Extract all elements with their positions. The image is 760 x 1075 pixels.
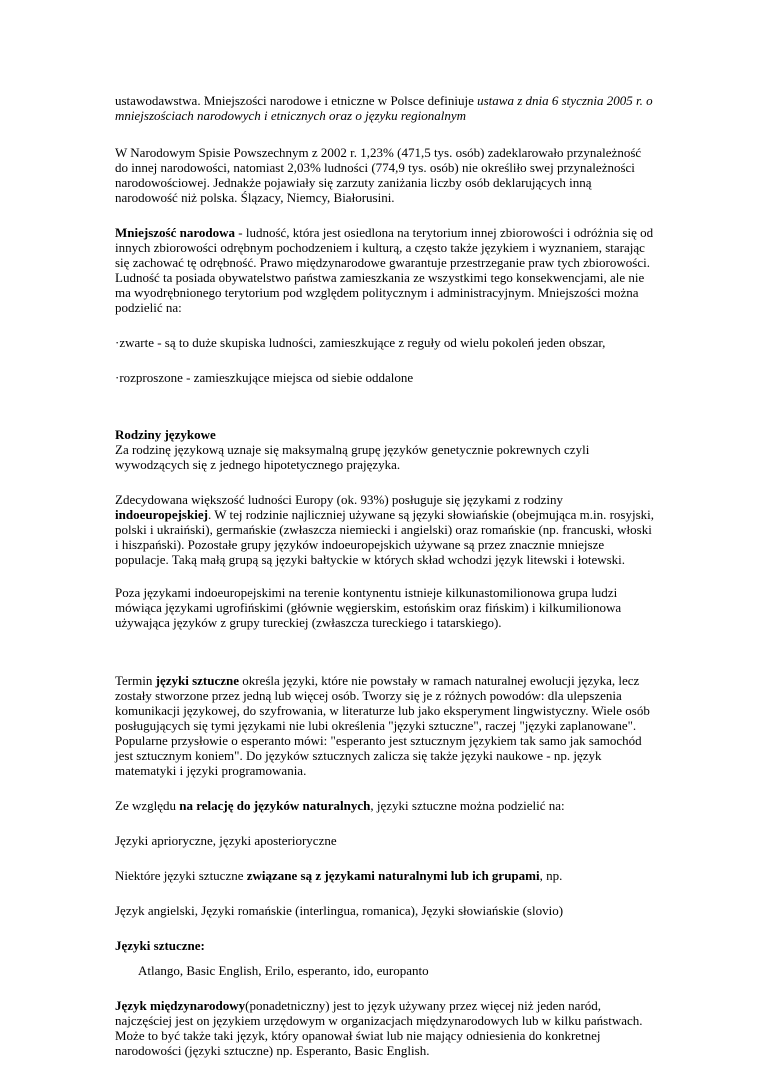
related-languages-paragraph [115,868,655,883]
language-families-section [115,427,655,472]
other-languages-paragraph: Poza językami indoeuropejskimi na terenie kontynentu istnieje kilkunastomilionowa grupa ludzi mówiąca językami ugrofińskimi (głównie węgierskim, estońskim oraz fińskim) i kilkumilionowa używająca języków z grupy tureckiej (zwłaszcza tureckiego i tatarskiego). [115,585,622,630]
international-language-definition: (ponadetniczny) jest to język używany przez więcej niż jeden naród, najczęściej jest on językiem urzędowym w organizacjach międzynarodowych lub w kilku państwach. Może to być także taki język, który opanował świat lub nie mający odniesienia do konkretnej narodowości (języki sztuczne) np. Esperanto, Basic English. [115,998,643,1058]
national-minority-paragraph [115,225,655,315]
indoeuropean-term: indoeuropejskiej [115,507,208,522]
natural-relation-paragraph [115,798,655,813]
indoeuropean-text-start: Zdecydowana większość ludności Europy (ok. 93%) posługuje się językami z rodziny [115,492,564,507]
census-paragraph: W Narodowym Spisie Powszechnym z 2002 r. 1,23% (471,5 tys. osób) zadeklarowało przynależność do innej narodowości, natomiast 2,03% ludności (774,9 tys. osób) nie określiło swej przynależności narodowościowej. Jednakże pojawiały się zarzuty zaniżania liczby osób deklarujących inną narodowość niż polska. Ślązacy, Niemcy, Białorusini. [115,145,642,205]
related-languages-term: związane są z językami naturalnymi lub ich grupami [246,868,540,883]
artificial-text-end: określa języki, które nie powstały w ramach naturalnej ewolucji języka, lecz zostały stworzone przez jedną lub więcej osób. Tworzy się je z różnych powodów: dla ulepszenia komunikacji językowej, do szyfrowania, w literaturze lub jako eksperyment lingwistyczny. Wiele osób posługujących się tymi językami nie lubi określenia "języki sztuczne", raczej "języki zaplanowane". Popularne przysłowie o esperanto mówi: "esperanto jest sztucznym językiem tak samo jak samochód jest sztucznym koniem". Do języków sztucznych zalicza się także języki naukowe - np. język matematyki i języki programowania. [115,673,650,778]
document-body [115,93,655,1058]
indoeuropean-paragraph [115,492,655,567]
artificial-languages-list: Atlango, Basic English, Erilo, esperanto, ido, europanto [138,963,429,978]
language-families-definition: Za rodzinę językową uznaje się maksymalną grupę języków genetycznie pokrewnych czyli wywodzących się z jednego hipotetycznego prajęzyka. [115,442,590,472]
artificial-languages-term: języki sztuczne [155,673,239,688]
artificial-text-start: Termin [115,673,156,688]
dispersed-minorities-item: ·rozproszone - zamieszkujące miejsca od siebie oddalone [115,370,414,385]
national-minority-term: Mniejszość narodowa [115,225,236,240]
compact-minorities-item: ·zwarte - są to duże skupiska ludności, zamieszkujące z reguły od wielu pokoleń jeden obszar, [115,335,606,350]
intro-text: ustawodawstwa. Mniejszości narodowe i etniczne w Polsce definiuje [115,93,478,108]
national-minority-definition: - ludność, która jest osiedlona na terytorium innej zbiorowości i odróżnia się od innych zbiorowości odrębnym pochodzeniem i kulturą, a często także językiem i wyznaniem, starając się zachować tę odrębność. Prawo międzynarodowe gwarantuje przestrzeganie praw tych zbiorowości. Ludność ta posiada obywatelstwo państwa zamieszkania ze wszystkimi tego konsekwencjami, ale nie ma wyodrębnionego terytorium pod względem politycznym i administracyjnym. Mniejszości można podzielić na: [115,225,654,315]
artificial-list-heading-text: Języki sztuczne: [115,938,205,953]
intro-paragraph [115,93,655,123]
natural-relation-term: na relację do języków naturalnych [179,798,371,813]
apriori-aposteriori-line: Języki aprioryczne, języki aposterioryczne [115,833,337,848]
intro-act-title: ustawa z dnia 6 stycznia 2005 r. o mniejszościach narodowych i etnicznych oraz o języku regionalnym [115,93,653,123]
language-families-heading: Rodziny językowe [115,427,216,442]
related-text-start: Niektóre języki sztuczne [115,868,247,883]
artificial-languages-paragraph [115,673,655,778]
international-language-paragraph [115,998,655,1058]
artificial-list-heading [115,938,655,953]
indoeuropean-text-end: . W tej rodzinie najliczniej używane są języki słowiańskie (obejmująca m.in. rosyjski, polski i ukraiński), germańskie (zwłaszcza niemiecki i angielski) oraz romańskie (np. francuski, włoski i hiszpański). Pozostałe grupy języków indoeuropejskich używane są przez znacznie mniejsze populacje. Taką małą grupą są języki bałtyckie w których skład wchodzi język litewski i łotewski. [115,507,655,567]
related-text-end: , np. [539,868,563,883]
examples-line: Język angielski, Języki romańskie (interlingua, romanica), Języki słowiańskie (slovio) [115,903,564,918]
natural-relation-text-start: Ze względu [115,798,180,813]
natural-relation-text-end: , języki sztuczne można podzielić na: [370,798,565,813]
international-language-term: Język międzynarodowy [115,998,246,1013]
